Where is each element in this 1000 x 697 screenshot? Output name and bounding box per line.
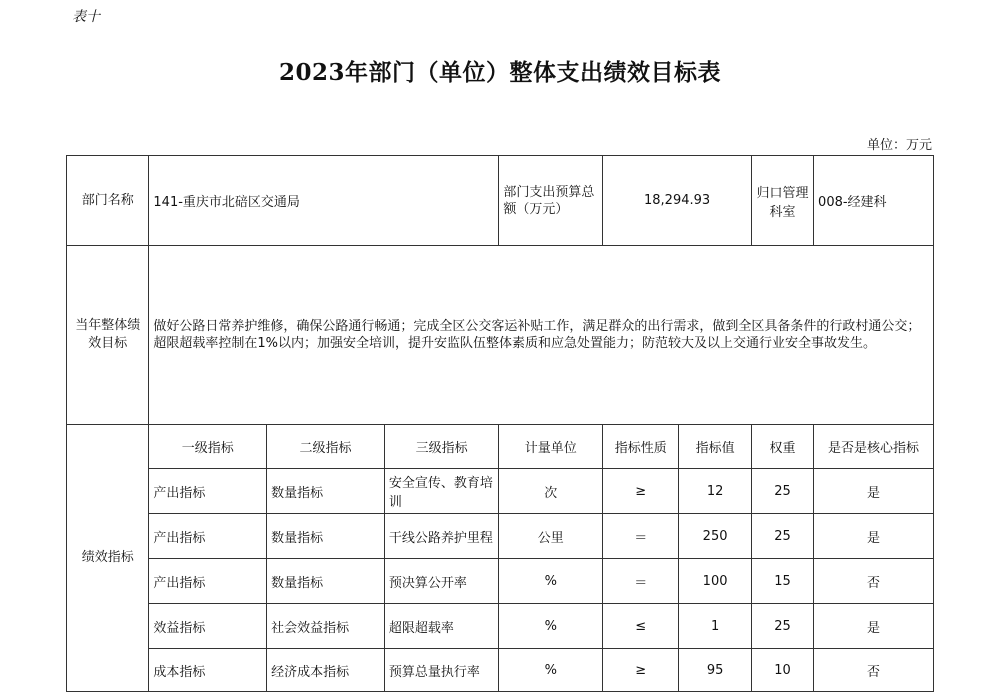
level1-cell: 效益指标 bbox=[149, 604, 267, 649]
level2-cell: 数量指标 bbox=[267, 469, 385, 514]
page-title: 2023年部门（单位）整体支出绩效目标表 bbox=[278, 59, 721, 86]
weight-cell: 15 bbox=[751, 559, 813, 604]
unit-cell: 公里 bbox=[499, 514, 603, 559]
level3-cell: 干线公路养护里程 bbox=[384, 514, 499, 559]
level2-cell: 数量指标 bbox=[267, 559, 385, 604]
table-row bbox=[67, 649, 934, 692]
table-row bbox=[67, 514, 934, 559]
level3-cell: 超限超载率 bbox=[384, 604, 499, 649]
level1-cell: 产出指标 bbox=[149, 514, 267, 559]
table-row bbox=[67, 604, 934, 649]
header-value: 指标值 bbox=[679, 425, 752, 469]
value-cell: 250 bbox=[679, 514, 752, 559]
header-nature: 指标性质 bbox=[603, 425, 679, 469]
weight-cell: 10 bbox=[751, 649, 813, 692]
corner-label: 表十 bbox=[72, 9, 100, 25]
mgmt-label: 归口管理科室 bbox=[751, 156, 813, 246]
value-cell: 1 bbox=[679, 604, 752, 649]
mgmt-value: 008-经建科 bbox=[814, 156, 934, 246]
level1-cell: 产出指标 bbox=[149, 559, 267, 604]
goal-label: 当年整体绩效目标 bbox=[67, 246, 149, 425]
nature-cell: ＝ bbox=[603, 514, 679, 559]
header-level1: 一级指标 bbox=[149, 425, 267, 469]
dept-name-label: 部门名称 bbox=[67, 156, 149, 246]
header-core: 是否是核心指标 bbox=[814, 425, 934, 469]
weight-cell: 25 bbox=[751, 514, 813, 559]
core-cell: 是 bbox=[814, 604, 934, 649]
value-cell: 12 bbox=[679, 469, 752, 514]
weight-cell: 25 bbox=[751, 469, 813, 514]
unit-cell: 次 bbox=[499, 469, 603, 514]
unit-cell: % bbox=[499, 649, 603, 692]
level2-cell: 社会效益指标 bbox=[267, 604, 385, 649]
nature-cell: ≥ bbox=[603, 649, 679, 692]
core-cell: 是 bbox=[814, 514, 934, 559]
core-cell: 否 bbox=[814, 649, 934, 692]
level3-cell: 预决算公开率 bbox=[384, 559, 499, 604]
dept-name-value: 141-重庆市北碚区交通局 bbox=[149, 156, 499, 246]
value-cell: 95 bbox=[679, 649, 752, 692]
header-level2: 二级指标 bbox=[267, 425, 385, 469]
level3-cell: 预算总量执行率 bbox=[384, 649, 499, 692]
header-level3: 三级指标 bbox=[384, 425, 499, 469]
table-row bbox=[67, 469, 934, 514]
dept-row bbox=[67, 156, 934, 246]
weight-cell: 25 bbox=[751, 604, 813, 649]
level3-cell: 安全宣传、教育培训 bbox=[384, 469, 499, 514]
core-cell: 否 bbox=[814, 559, 934, 604]
header-unit: 计量单位 bbox=[499, 425, 603, 469]
level2-cell: 数量指标 bbox=[267, 514, 385, 559]
budget-value: 18,294.93 bbox=[603, 156, 752, 246]
level1-cell: 产出指标 bbox=[149, 469, 267, 514]
level2-cell: 经济成本指标 bbox=[267, 649, 385, 692]
unit-cell: % bbox=[499, 604, 603, 649]
goal-text: 做好公路日常养护维修，确保公路通行畅通；完成全区公交客运补贴工作，满足群众的出行需求，做到全区具备条件的行政村通公交；超限超载率控制在1%以内；加强安全培训，提升安监队伍整体素质和应急处置能力；防范较大及以上交通行业安全事故发生。 bbox=[149, 246, 934, 425]
table-row bbox=[67, 559, 934, 604]
level1-cell: 成本指标 bbox=[149, 649, 267, 692]
unit-label: 单位：万元 bbox=[866, 138, 932, 153]
nature-cell: ≥ bbox=[603, 469, 679, 514]
indicator-header-row bbox=[67, 425, 934, 469]
performance-table bbox=[66, 155, 934, 692]
unit-cell: % bbox=[499, 559, 603, 604]
nature-cell: ≤ bbox=[603, 604, 679, 649]
indicators-label: 绩效指标 bbox=[67, 425, 149, 692]
value-cell: 100 bbox=[679, 559, 752, 604]
nature-cell: ＝ bbox=[603, 559, 679, 604]
header-weight: 权重 bbox=[751, 425, 813, 469]
core-cell: 是 bbox=[814, 469, 934, 514]
goal-row bbox=[67, 246, 934, 425]
budget-label: 部门支出预算总额（万元） bbox=[499, 156, 603, 246]
